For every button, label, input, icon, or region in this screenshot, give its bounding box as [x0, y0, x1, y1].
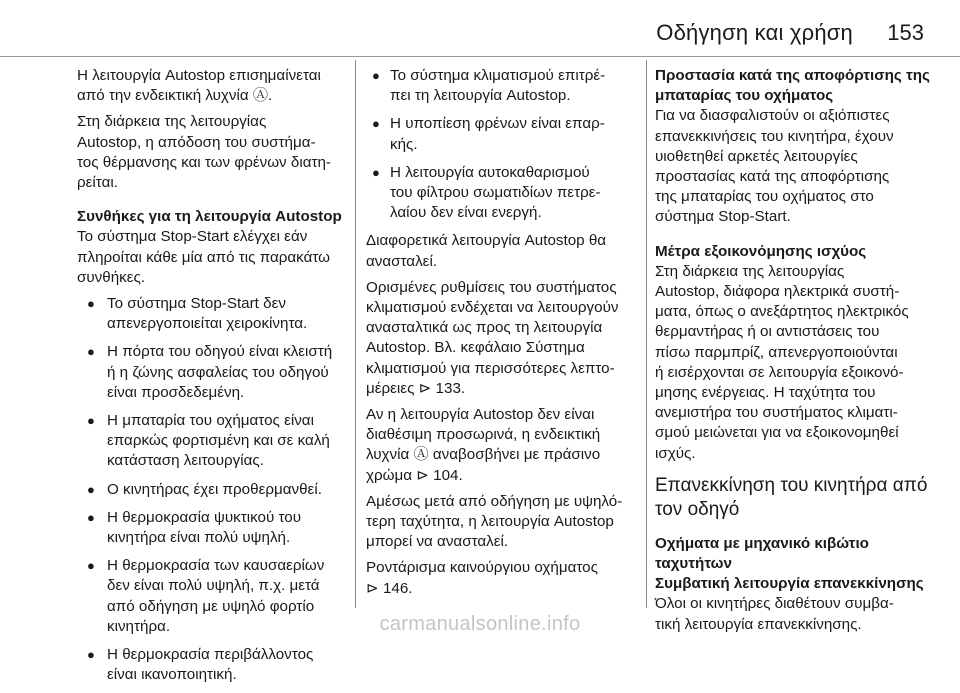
- header-divider: [0, 56, 960, 57]
- column-1: [77, 66, 347, 693]
- list-item: ● Η υποπίεση φρένων είναι επαρ- κής.: [366, 114, 638, 154]
- running-head: Οδήγηση και χρήση: [656, 20, 853, 45]
- page-header: [0, 0, 960, 60]
- column-2: [366, 66, 638, 605]
- list-item: ● Η λειτουργία αυτοκαθαρισμού του φίλτρου σωματιδίων πετρε- λαίου δεν είναι ενεργή.: [366, 163, 638, 224]
- paragraph: Το σύστημα Stop-Start ελέγχει εάν πληροίται κάθε μία από τις παρακάτω συνθήκες.: [77, 228, 331, 286]
- list-item: ● Το σύστημα κλιματισμού επιτρέ- πει τη λειτουργία Autostop.: [366, 66, 638, 106]
- paragraph: Ορισμένες ρυθμίσεις του συστήματος κλιματισμού ενδέχεται να λειτουργούν ανασταλτικά ως προς τη λειτουργία Autostop. Βλ. κεφάλαιο Σύστημα κλιματισμού για περισσότερες λεπτο- μέρειες ⊳ 133.: [366, 278, 619, 397]
- subheading-battery-protection: Προστασία κατά της αποφόρτισης της μπαταρίας του οχήματος: [655, 67, 930, 105]
- paragraph: Αμέσως μετά από οδήγηση με υψηλό- τερη ταχύτητα, η λειτουργία Autostop μπορεί να ανασταλεί.: [366, 492, 623, 551]
- conditions-list-continued: [366, 66, 638, 223]
- column-3: [655, 66, 933, 641]
- list-item: ● Η θερμοκρασία περιβάλλοντος είναι ικανοποιητική.: [77, 645, 347, 685]
- subheading-conventional-restart: Συμβατική λειτουργία επανεκκίνησης: [655, 575, 924, 593]
- paragraph: Αν η λειτουργία Autostop δεν είναι διαθέσιμη προσωρινά, η ενδεικτική λυχνία Ⓐ αναβοσβήνει με πράσινο χρώμα ⊳ 104.: [366, 406, 601, 484]
- column-divider-2: [646, 60, 647, 608]
- paragraph: Ροντάρισμα καινούργιου οχήματος ⊳ 146.: [366, 559, 598, 597]
- watermark: carmanualsonline.info: [379, 613, 581, 635]
- list-item: ● Η θερμοκρασία ψυκτικού του κινητήρα είναι πολύ υψηλή.: [77, 508, 347, 548]
- section-title-restart: Επανεκκίνηση του κινητήρα από τον οδηγό: [655, 474, 928, 520]
- paragraph: Διαφορετικά λειτουργία Autostop θα ανασταλεί.: [366, 232, 607, 270]
- list-item: ● Ο κινητήρας έχει προθερμανθεί.: [77, 480, 347, 500]
- list-item: ● Η μπαταρία του οχήματος είναι επαρκώς φορτισμένη και σε καλή κατάσταση λειτουργίας.: [77, 411, 347, 472]
- list-item: ● Το σύστημα Stop-Start δεν απενεργοποιείται χειροκίνητα.: [77, 294, 347, 334]
- list-item: ● Η θερμοκρασία των καυσαερίων δεν είναι πολύ υψηλή, π.χ. μετά από οδήγηση με υψηλό φορτίο κινητήρα.: [77, 556, 347, 637]
- paragraph: Η λειτουργία Autostop επισημαίνεται από την ενδεικτική λυχνία Ⓐ.: [77, 67, 321, 105]
- paragraph: Στη διάρκεια της λειτουργίας Autostop, διάφορα ηλεκτρικά συστή- ματα, όπως ο ανεξάρτητος ηλεκτρικός θερμαντήρας ή οι αντιστάσεις του πίσω παρμπρίζ, απενεργοποιούνται ή εισέρχονται σε λειτουργία εξοικονό- μησης ενέργειας. Η ταχύτητα του ανεμιστήρα του συστήματος κλιματι- σμού μειώνεται για να εξοικονομηθεί ισχύς.: [655, 262, 909, 462]
- page-number: 153: [887, 20, 924, 45]
- subheading-power-saving: Μέτρα εξοικονόμησης ισχύος: [655, 242, 867, 260]
- list-item: ● Η πόρτα του οδηγού είναι κλειστή ή η ζώνης ασφαλείας του οδηγού είναι προσδεδεμένη.: [77, 342, 347, 403]
- paragraph: Όλοι οι κινητήρες διαθέτουν συμβα- τική λειτουργία επανεκκίνησης.: [655, 595, 894, 633]
- paragraph: Στη διάρκεια της λειτουργίας Autostop, η απόδοση του συστήμα- τος θέρμανσης και των φρένων διατη- ρείται.: [77, 113, 331, 192]
- paragraph: Για να διασφαλιστούν οι αξιόπιστες επανεκκινήσεις του κινητήρα, έχουν υιοθετηθεί αρκετές λειτουργίες προστασίας κατά της αποφόρτισης της μπαταρίας του οχήματος στο σύστημα Stop-Start.: [655, 107, 894, 226]
- column-divider-1: [355, 60, 356, 608]
- subheading-manual-transmission: Οχήματα με μηχανικό κιβώτιο ταχυτήτων: [655, 534, 869, 573]
- subheading-autostop-conditions: Συνθήκες για τη λειτουργία Autostop: [77, 208, 342, 226]
